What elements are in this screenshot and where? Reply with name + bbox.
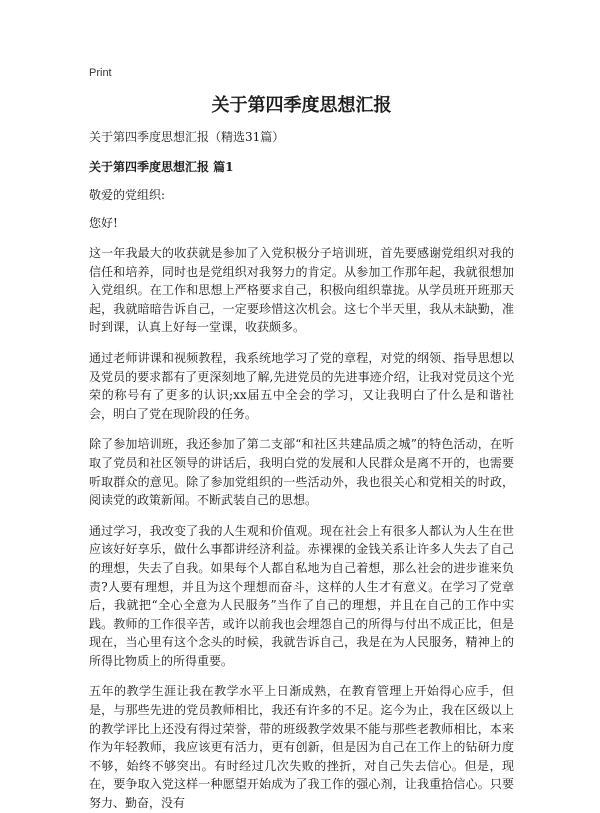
salutation: 敬爱的党组织: (89, 188, 166, 202)
paragraph-2: 通过老师讲课和视频教程，我系统地学习了党的章程，对党的纲领、指导思想以及党员的要求都有了更深刻地了解,先进党员的先进事迹介绍，让我对党员这个光荣的称号有了更多的认识;xx届五中全会的学习，又让我明白了什么是和谐社会，明白了党在现阶段的任务。 (89, 350, 514, 421)
paragraph-3: 除了参加培训班，我还参加了第二支部“和社区共建品质之城”的特色活动，在听取了党员和社区领导的讲话后，我明白党的发展和人民群众是离不开的，也需要听取群众的意见。除了参加党组织的一些活动外，我也很关心和党相关的时政，阅读党的政策新闻。不断武装自己的思想。 (89, 437, 514, 508)
greeting: 您好! (89, 216, 118, 230)
section-heading: 关于第四季度思想汇报 篇1 (89, 160, 234, 174)
document-title: 关于第四季度思想汇报 (211, 95, 392, 116)
paragraph-4: 通过学习，我改变了我的人生观和价值观。现在社会上有很多人都认为人生在世应该好好享乐，做什么事都讲经济利益。赤裸裸的金钱关系让许多人失去了自己的理想，失去了自我。如果每个人都自私地为自己着想，那么社会的进步谁来负责?人要有理想，并且为这个理想而奋斗，这样的人生才有意义。在学习了党章后，我就把“全心全意为人民服务”当作了自己的理想，并且在自己的工作中实践。教师的工作很辛苦，或许以前我也会埋怨自己的所得与付出不成正比，但是现在，当心里有这个念头的时候，我就告诉自己，我是在为人民服务，精神上的所得比物质上的所得重要。 (89, 523, 514, 668)
print-label: Print (89, 67, 112, 79)
document-subtitle: 关于第四季度思想汇报（精选31篇） (89, 130, 285, 144)
paragraph-1: 这一年我最大的收获就是参加了入党积极分子培训班，首先要感谢党组织对我的信任和培养，同时也是党组织对我努力的肯定。从参加工作那年起，我就很想加入党组织。在工作和思想上严格要求自己，积极向组织靠拢。从学员班开班那天起，我就暗暗告诉自己，一定要珍惜这次机会。这七个半天里，我从未缺勤，准时到课，认真上好每一堂课，收获颇多。 (89, 246, 514, 335)
paragraph-5: 五年的教学生涯让我在教学水平上日渐成熟，在教育管理上开始得心应手，但是，与那些先进的党员教师相比，我还有许多的不足。迄今为止，我在区级以上的教学评比上还没有得过荣誉，带的班级教学效果不能与那些老教师相比，本来作为年轻教师，我应该更有活力，更有创新，但是因为自己在工作上的钻研力度不够，始终不够突出。有时经过几次失败的挫折，对自己失去信心。但是，现在，要争取入党这样一种愿望开始成为了我工作的强心剂，让我重拾信心。只要努力、勤奋，没有 (89, 684, 514, 811)
